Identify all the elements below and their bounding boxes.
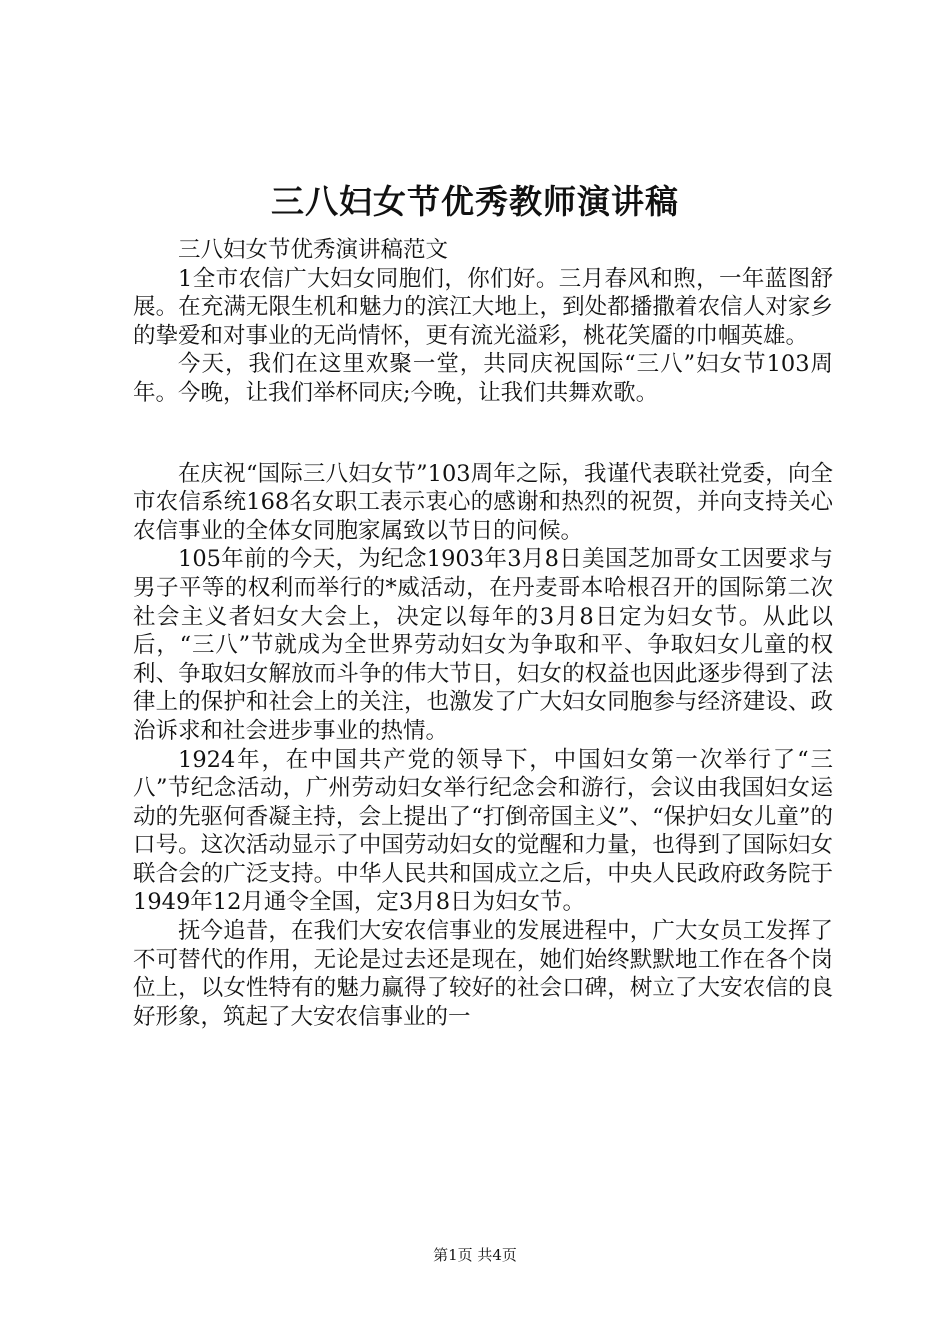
body-paragraph: 抚今追昔，在我们大安农信事业的发展进程中，广大女员工发挥了不可替代的作用，无论是过去还是现在，她们始终默默地工作在各个岗位上，以女性特有的魅力赢得了较好的社会口碑，树立了大安农信的良好形象，筑起了大安农信事业的一 (133, 918, 833, 1030)
body-paragraph: 1全市农信广大妇女同胞们，你们好。三月春风和煦，一年蓝图舒展。在充满无限生机和魅力的滨江大地上，到处都播撒着农信人对家乡的挚爱和对事业的无尚情怀，更有流光溢彩，桃花笑靥的巾帼英雄。 (133, 265, 833, 349)
body-paragraph: 105年前的今天，为纪念1903年3月8日美国芝加哥女工因要求与男子平等的权利而举行的*威活动，在丹麦哥本哈根召开的国际第二次社会主义者妇女大会上，决定以每年的3月8日定为妇女节。从此以后，“三八”节就成为全世界劳动妇女为争取和平、争取妇女儿童的权利、争取妇女解放而斗争的伟大节日，妇女的权益也因此逐步得到了法律上的保护和社会上的关注，也激发了广大妇女同胞参与经济建设、政治诉求和社会进步事业的热情。 (133, 546, 833, 744)
body-paragraph: 在庆祝“国际三八妇女节”103周年之际，我谨代表联社党委，向全市农信系统168名女职工表示衷心的感谢和热烈的祝贺，并向支持关心农信事业的全体女同胞家属致以节日的问候。 (133, 460, 833, 544)
body-paragraph: 1924年，在中国共产党的领导下，中国妇女第一次举行了“三八”节纪念活动，广州劳动妇女举行纪念会和游行，会议由我国妇女运动的先驱何香凝主持，会上提出了“打倒帝国主义”、“保护妇女儿童”的口号。这次活动显示了中国劳动妇女的觉醒和力量，也得到了国际妇女联合会的广泛支持。中华人民共和国成立之后，中央人民政府政务院于1949年12月通令全国，定3月8日为妇女节。 (133, 746, 833, 916)
page-footer: 第1页 共4页 (433, 1246, 517, 1264)
page-title: 三八妇女节优秀教师演讲稿 (271, 182, 679, 221)
blank-spacer (133, 408, 833, 460)
body-paragraph: 今天，我们在这里欢聚一堂，共同庆祝国际“三八”妇女节103周年。今晚，让我们举杯同庆;今晚，让我们共舞欢歌。 (133, 351, 833, 406)
subtitle-paragraph: 三八妇女节优秀演讲稿范文 (178, 237, 449, 263)
document-body (133, 236, 833, 1031)
